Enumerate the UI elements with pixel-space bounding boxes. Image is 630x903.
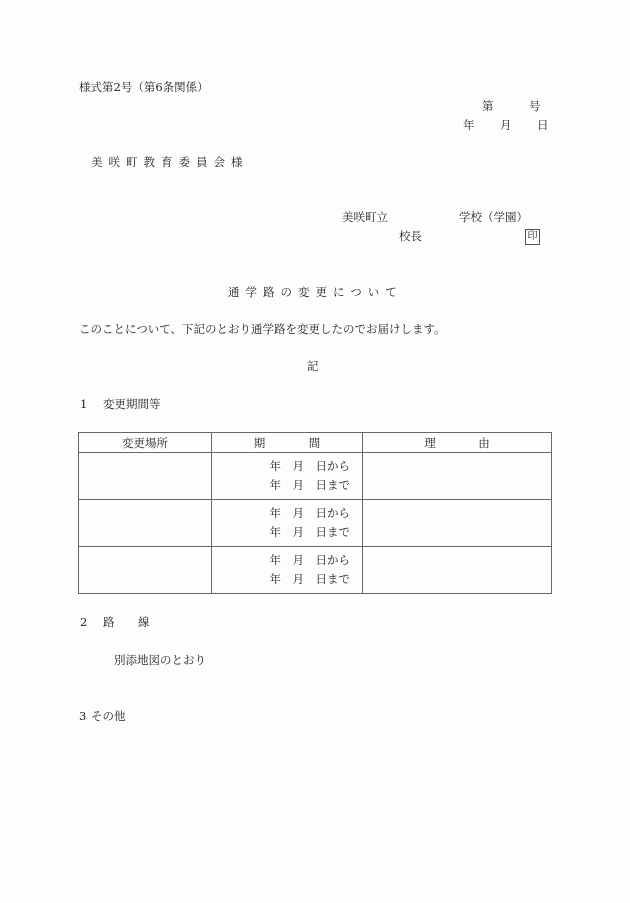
date-month: 月 (500, 118, 512, 132)
table-row (79, 453, 552, 500)
location-cell[interactable] (79, 547, 212, 594)
addressee: 美咲町教育委員会様 (91, 155, 249, 169)
period-to: 年 月 日まで (269, 525, 350, 539)
period-to: 年 月 日まで (269, 572, 350, 586)
section1-number: 1 (80, 397, 88, 411)
table-row (79, 500, 552, 547)
period-from: 年 月 日から (269, 506, 350, 520)
seal-mark: 印 (525, 229, 540, 245)
header-period (212, 433, 363, 453)
header-reason (363, 433, 552, 453)
note-heading: 記 (307, 359, 319, 373)
table-row (79, 547, 552, 594)
period-from: 年 月 日から (269, 459, 350, 473)
section3-label: その他 (91, 709, 126, 723)
period-cell[interactable] (212, 500, 363, 547)
sender-school: 学校（学園） (459, 210, 528, 224)
reason-cell[interactable] (363, 547, 552, 594)
table-header-row (79, 433, 552, 453)
section2-label-b: 線 (138, 615, 150, 629)
date-day: 日 (537, 118, 549, 132)
location-cell[interactable] (79, 500, 212, 547)
date-year: 年 (463, 118, 475, 132)
section2-label-a: 路 (103, 615, 115, 629)
body-text: このことについて、下記のとおり通学路を変更したのでお届けします。 (79, 322, 446, 336)
period-from: 年 月 日から (269, 553, 350, 567)
reason-cell[interactable] (363, 500, 552, 547)
period-cell[interactable] (212, 453, 363, 500)
period-to: 年 月 日まで (269, 478, 350, 492)
header-location: 変更場所 (79, 433, 212, 453)
sender-town: 美咲町立 (342, 210, 388, 224)
header-period-b: 間 (308, 435, 321, 450)
header-reason-a: 理 (424, 435, 436, 450)
document-title: 通学路の変更について (228, 285, 403, 299)
section3-number: 3 (79, 709, 87, 723)
reason-cell[interactable] (363, 453, 552, 500)
section2-number: 2 (80, 615, 88, 629)
doc-number-suffix: 号 (529, 99, 541, 113)
location-cell[interactable] (79, 453, 212, 500)
header-reason-b: 由 (478, 435, 490, 450)
route-content: 別添地図のとおり (114, 653, 206, 667)
period-cell[interactable] (212, 547, 363, 594)
change-period-table (78, 432, 552, 594)
form-number: 様式第2号（第6条関係） (79, 80, 209, 94)
sender-title: 校長 (399, 229, 422, 243)
header-period-a: 期 (253, 435, 266, 450)
doc-number-prefix: 第 (482, 99, 494, 113)
section1-label: 変更期間等 (103, 397, 161, 411)
